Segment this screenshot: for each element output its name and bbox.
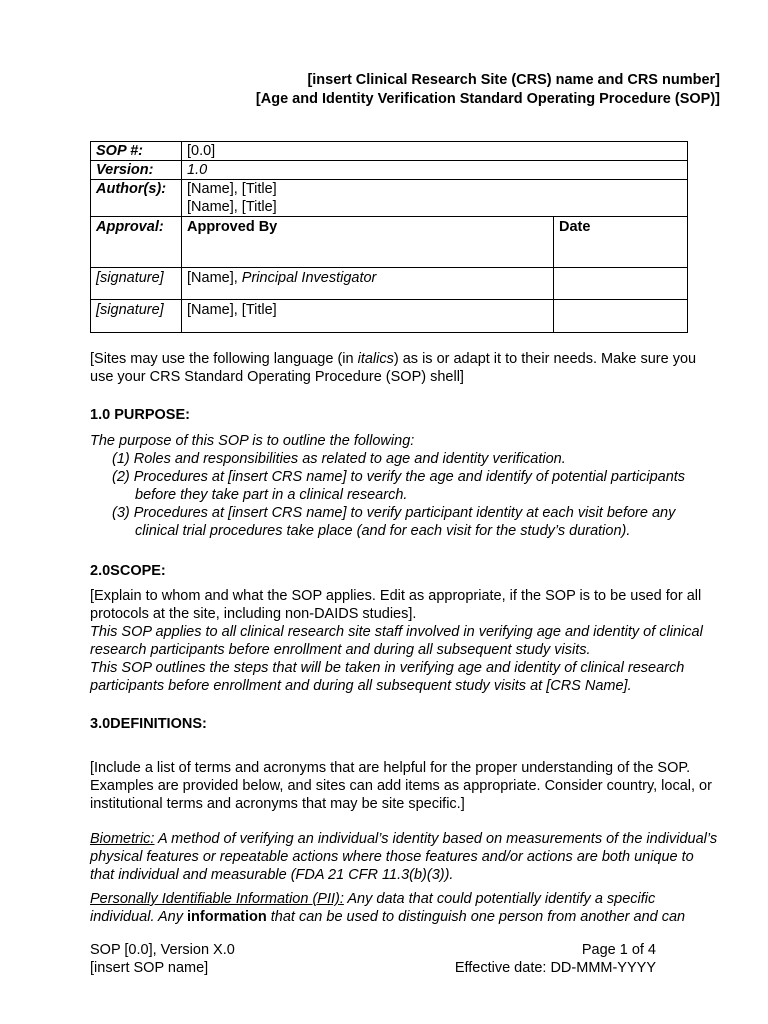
definitions-heading: 3.0DEFINITIONS: bbox=[90, 716, 207, 732]
approval-label: Approval: bbox=[91, 217, 182, 268]
definition-term: Biometric: bbox=[90, 831, 155, 847]
signature-cell: [signature] bbox=[91, 300, 182, 333]
signature-cell: [signature] bbox=[91, 268, 182, 300]
header-sop-title: [Age and Identity Verification Standard Operating Procedure (SOP)] bbox=[255, 91, 720, 107]
approver-title: Principal Investigator bbox=[241, 270, 377, 286]
scope-heading: 2.0SCOPE: bbox=[90, 563, 166, 579]
footer-sop-name: [insert SOP name] bbox=[90, 960, 209, 976]
sop-number-label: SOP #: bbox=[91, 142, 182, 161]
approver-name-cell bbox=[182, 300, 554, 333]
definition-text: A method of verifying an individual’s identity based on measurements of the individual’s physical features or repeatable actions where those features and/or actions are both unique to that individual and measurable (FDA 21 CFR 11.3(b)(3)). bbox=[90, 831, 718, 883]
definition-text: that can be used to distinguish one person from another and can bbox=[266, 909, 686, 925]
approved-by-header: Approved By bbox=[182, 217, 554, 268]
approval-date-cell bbox=[554, 268, 688, 300]
footer-sop-version: SOP [0.0], Version X.0 bbox=[90, 942, 235, 958]
footer-page-number: Page 1 of 4 bbox=[581, 942, 656, 958]
list-item: (3) Procedures at [insert CRS name] to verify participant identity at each visit before any clinical trial procedures take place (and for each visit for the study’s duration). bbox=[112, 505, 676, 539]
italics-word: italics bbox=[357, 351, 394, 367]
approver-name-cell bbox=[182, 268, 554, 300]
date-header: Date bbox=[554, 217, 688, 268]
version-label: Version: bbox=[91, 161, 182, 180]
author-entry: [Name], [Title] bbox=[187, 199, 277, 215]
version-value: 1.0 bbox=[182, 161, 688, 180]
document-header bbox=[256, 71, 720, 109]
purpose-heading: 1.0 PURPOSE: bbox=[90, 407, 190, 423]
purpose-lead: The purpose of this SOP is to outline the following: bbox=[90, 433, 415, 449]
scope-instruction: [Explain to whom and what the SOP applies. Edit as appropriate, if the SOP is to be used for all protocols at the site, including non-DAIDS studies]. bbox=[90, 588, 702, 622]
approval-date-cell bbox=[554, 300, 688, 333]
definitions-instruction: [Include a list of terms and acronyms that are helpful for the proper understanding of the SOP. Examples are provided below, and sites can add items as appropriate. Consider country, local, or institutional terms and acronyms that may be site specific.] bbox=[90, 760, 712, 812]
sop-number-value: [0.0] bbox=[182, 142, 688, 161]
definition-text: Any data that could potentially identify a specific individual. Any bbox=[90, 891, 656, 925]
authors-cell bbox=[182, 180, 688, 217]
authors-label: Author(s): bbox=[91, 180, 182, 217]
list-item: (2) Procedures at [insert CRS name] to verify the age and identify of potential participants before they take part in a clinical research. bbox=[112, 469, 686, 503]
document-footer bbox=[90, 941, 656, 977]
scope-section bbox=[90, 587, 720, 695]
definition-biometric bbox=[90, 830, 720, 884]
definition-term: Personally Identifiable Information (PII): bbox=[90, 891, 344, 907]
footer-effective-date: Effective date: DD-MMM-YYYY bbox=[454, 960, 656, 976]
scope-paragraph: This SOP applies to all clinical research site staff involved in verifying age and identity of clinical research participants before enrollment and during all subsequent study visits. bbox=[90, 624, 703, 658]
author-entry: [Name], [Title] bbox=[187, 181, 277, 197]
intro-paragraph: [Sites may use the following language (in italics) as is or adapt it to their needs. Make sure you use your CRS Standard Operating Procedure (SOP) shell] bbox=[90, 351, 697, 385]
approver-name: [Name], bbox=[187, 270, 242, 286]
purpose-section bbox=[90, 432, 720, 540]
scope-paragraph: This SOP outlines the steps that will be taken in verifying age and identity of clinical research participants before enrollment and during all subsequent study visits at [CRS Name]. bbox=[90, 660, 685, 694]
definition-bold-word: information bbox=[187, 909, 267, 925]
approver-name: [Name], [Title] bbox=[187, 302, 277, 318]
purpose-list bbox=[90, 450, 720, 540]
header-site-line: [insert Clinical Research Site (CRS) name and CRS number] bbox=[307, 72, 720, 88]
list-item: (1) Roles and responsibilities as related to age and identity verification. bbox=[112, 451, 566, 467]
definition-pii bbox=[90, 890, 720, 926]
sop-info-table bbox=[90, 141, 688, 333]
